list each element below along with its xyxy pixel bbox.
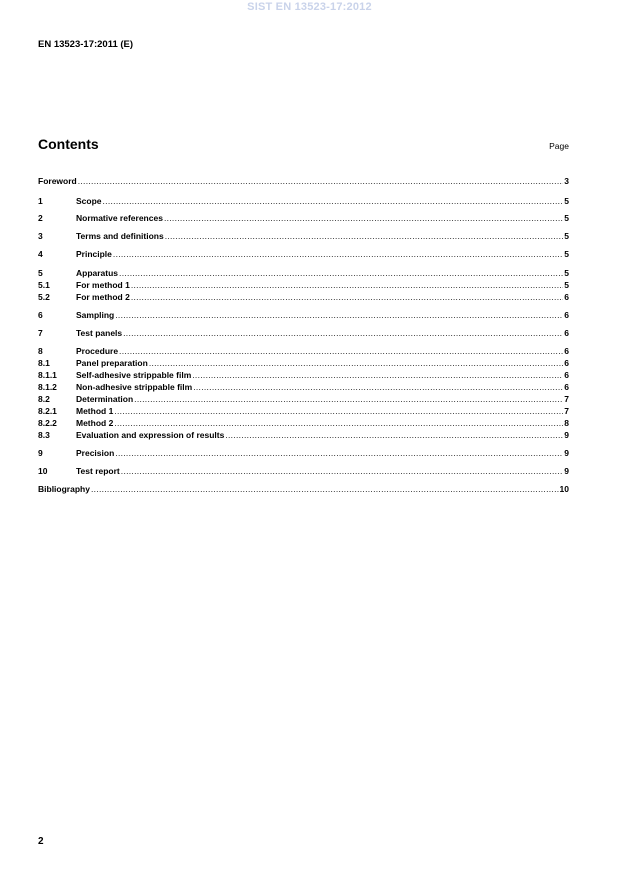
toc-entry-title: Panel preparation — [76, 358, 148, 368]
toc-entry-number: 8.1.1 — [38, 370, 57, 380]
toc-entry-number: 10 — [38, 466, 48, 476]
toc-entry-page: 6 — [564, 358, 569, 368]
toc-entry-page: 6 — [564, 328, 569, 338]
toc-entry-number: 1 — [38, 196, 43, 206]
toc-entry-page: 3 — [564, 176, 569, 186]
toc-entry[interactable] — [38, 394, 569, 405]
toc-leader-dots — [113, 249, 563, 260]
toc-entry-page: 5 — [564, 213, 569, 223]
toc-entry[interactable] — [38, 268, 569, 279]
toc-entry[interactable] — [38, 292, 569, 303]
toc-entry-page: 8 — [564, 418, 569, 428]
watermark: SIST EN 13523-17:2012 — [247, 1, 372, 13]
toc-entry-page: 5 — [564, 280, 569, 290]
toc-entry-title: Evaluation and expression of results — [76, 430, 225, 440]
toc-entry-title: Scope — [76, 196, 102, 206]
toc-entry-page: 7 — [564, 406, 569, 416]
toc-entry-number: 8.2.2 — [38, 418, 57, 428]
toc-leader-dots — [134, 394, 563, 405]
toc-entry-number: 3 — [38, 231, 43, 241]
toc-entry-number: 8.3 — [38, 430, 50, 440]
toc-entry-number: 7 — [38, 328, 43, 338]
toc-entry-page: 10 — [559, 484, 569, 494]
toc-entry-title: Self-adhesive strippable film — [76, 370, 192, 380]
toc-entry-number: 6 — [38, 310, 43, 320]
toc-leader-dots — [119, 268, 563, 279]
toc-entry[interactable] — [38, 418, 569, 429]
toc-leader-dots — [192, 370, 563, 381]
toc-entry-page: 9 — [564, 466, 569, 476]
toc-leader-dots — [131, 280, 563, 291]
toc-leader-dots — [115, 448, 563, 459]
toc-entry-title: Bibliography — [38, 484, 90, 494]
toc-entry-title: Apparatus — [76, 268, 119, 278]
toc-leader-dots — [114, 406, 563, 417]
toc-entry-title: Precision — [76, 448, 115, 458]
toc-entry-number: 4 — [38, 249, 43, 259]
toc-entry[interactable] — [38, 328, 569, 339]
toc-entry-title: Test panels — [76, 328, 123, 338]
toc-leader-dots — [121, 466, 563, 477]
toc-entry-title: For method 2 — [76, 292, 130, 302]
toc-entry-page: 9 — [564, 448, 569, 458]
toc-entry-title: Procedure — [76, 346, 119, 356]
toc-entry-title: Terms and definitions — [76, 231, 164, 241]
document-id: EN 13523-17:2011 (E) — [38, 39, 134, 50]
toc-entry[interactable] — [38, 213, 569, 224]
toc-entry[interactable] — [38, 382, 569, 393]
toc-entry-title: For method 1 — [76, 280, 130, 290]
toc-entry-title: Non-adhesive strippable film — [76, 382, 193, 392]
toc-entry[interactable] — [38, 406, 569, 417]
toc-leader-dots — [103, 196, 564, 207]
toc-entry-page: 6 — [564, 310, 569, 320]
toc-entry-page: 6 — [564, 382, 569, 392]
toc-leader-dots — [123, 328, 563, 339]
page-number: 2 — [38, 836, 44, 847]
toc-entry-page: 5 — [564, 231, 569, 241]
toc-leader-dots — [149, 358, 563, 369]
page-column-label: Page — [549, 141, 569, 151]
toc-entry-page: 7 — [564, 394, 569, 404]
toc-leader-dots — [119, 346, 563, 357]
toc-entry-title: Test report — [76, 466, 120, 476]
toc-leader-dots — [165, 231, 564, 242]
toc-entry[interactable] — [38, 484, 569, 495]
toc-leader-dots — [131, 292, 563, 303]
toc-entry[interactable] — [38, 358, 569, 369]
toc-entry-number: 5.1 — [38, 280, 50, 290]
toc-entry-page: 5 — [564, 249, 569, 259]
toc-entry-number: 8.2 — [38, 394, 50, 404]
toc-entry-number: 8.1.2 — [38, 382, 57, 392]
toc-entry[interactable] — [38, 346, 569, 357]
toc-entry-number: 2 — [38, 213, 43, 223]
toc-entry-number: 8 — [38, 346, 43, 356]
toc-entry-title: Principle — [76, 249, 112, 259]
toc-entry[interactable] — [38, 231, 569, 242]
toc-entry[interactable] — [38, 280, 569, 291]
toc-entry-title: Determination — [76, 394, 134, 404]
toc-leader-dots — [193, 382, 563, 393]
toc-leader-dots — [91, 484, 559, 495]
toc-entry[interactable] — [38, 370, 569, 381]
toc-entry-number: 9 — [38, 448, 43, 458]
toc-entry-page: 5 — [564, 268, 569, 278]
toc-entry[interactable] — [38, 430, 569, 441]
toc-entry-title: Foreword — [38, 176, 77, 186]
toc-entry-number: 5 — [38, 268, 43, 278]
contents-title: Contents — [38, 136, 99, 152]
toc-entry-title: Sampling — [76, 310, 115, 320]
toc-entry-title: Method 2 — [76, 418, 114, 428]
toc-entry[interactable] — [38, 466, 569, 477]
toc-leader-dots — [164, 213, 563, 224]
toc-entry-number: 8.2.1 — [38, 406, 57, 416]
toc-entry-title: Normative references — [76, 213, 163, 223]
toc-entry-page: 6 — [564, 292, 569, 302]
toc-entry[interactable] — [38, 310, 569, 321]
toc-entry[interactable] — [38, 249, 569, 260]
toc-entry[interactable] — [38, 196, 569, 207]
toc-leader-dots — [115, 310, 563, 321]
toc-leader-dots — [114, 418, 563, 429]
toc-entry-page: 5 — [564, 196, 569, 206]
toc-entry-number: 5.2 — [38, 292, 50, 302]
toc-leader-dots — [78, 176, 564, 187]
toc-entry[interactable] — [38, 176, 569, 187]
toc-entry-page: 6 — [564, 346, 569, 356]
toc-entry-page: 9 — [564, 430, 569, 440]
toc-entry-page: 6 — [564, 370, 569, 380]
toc-entry-number: 8.1 — [38, 358, 50, 368]
toc-leader-dots — [225, 430, 563, 441]
toc-entry-title: Method 1 — [76, 406, 114, 416]
toc-entry[interactable] — [38, 448, 569, 459]
